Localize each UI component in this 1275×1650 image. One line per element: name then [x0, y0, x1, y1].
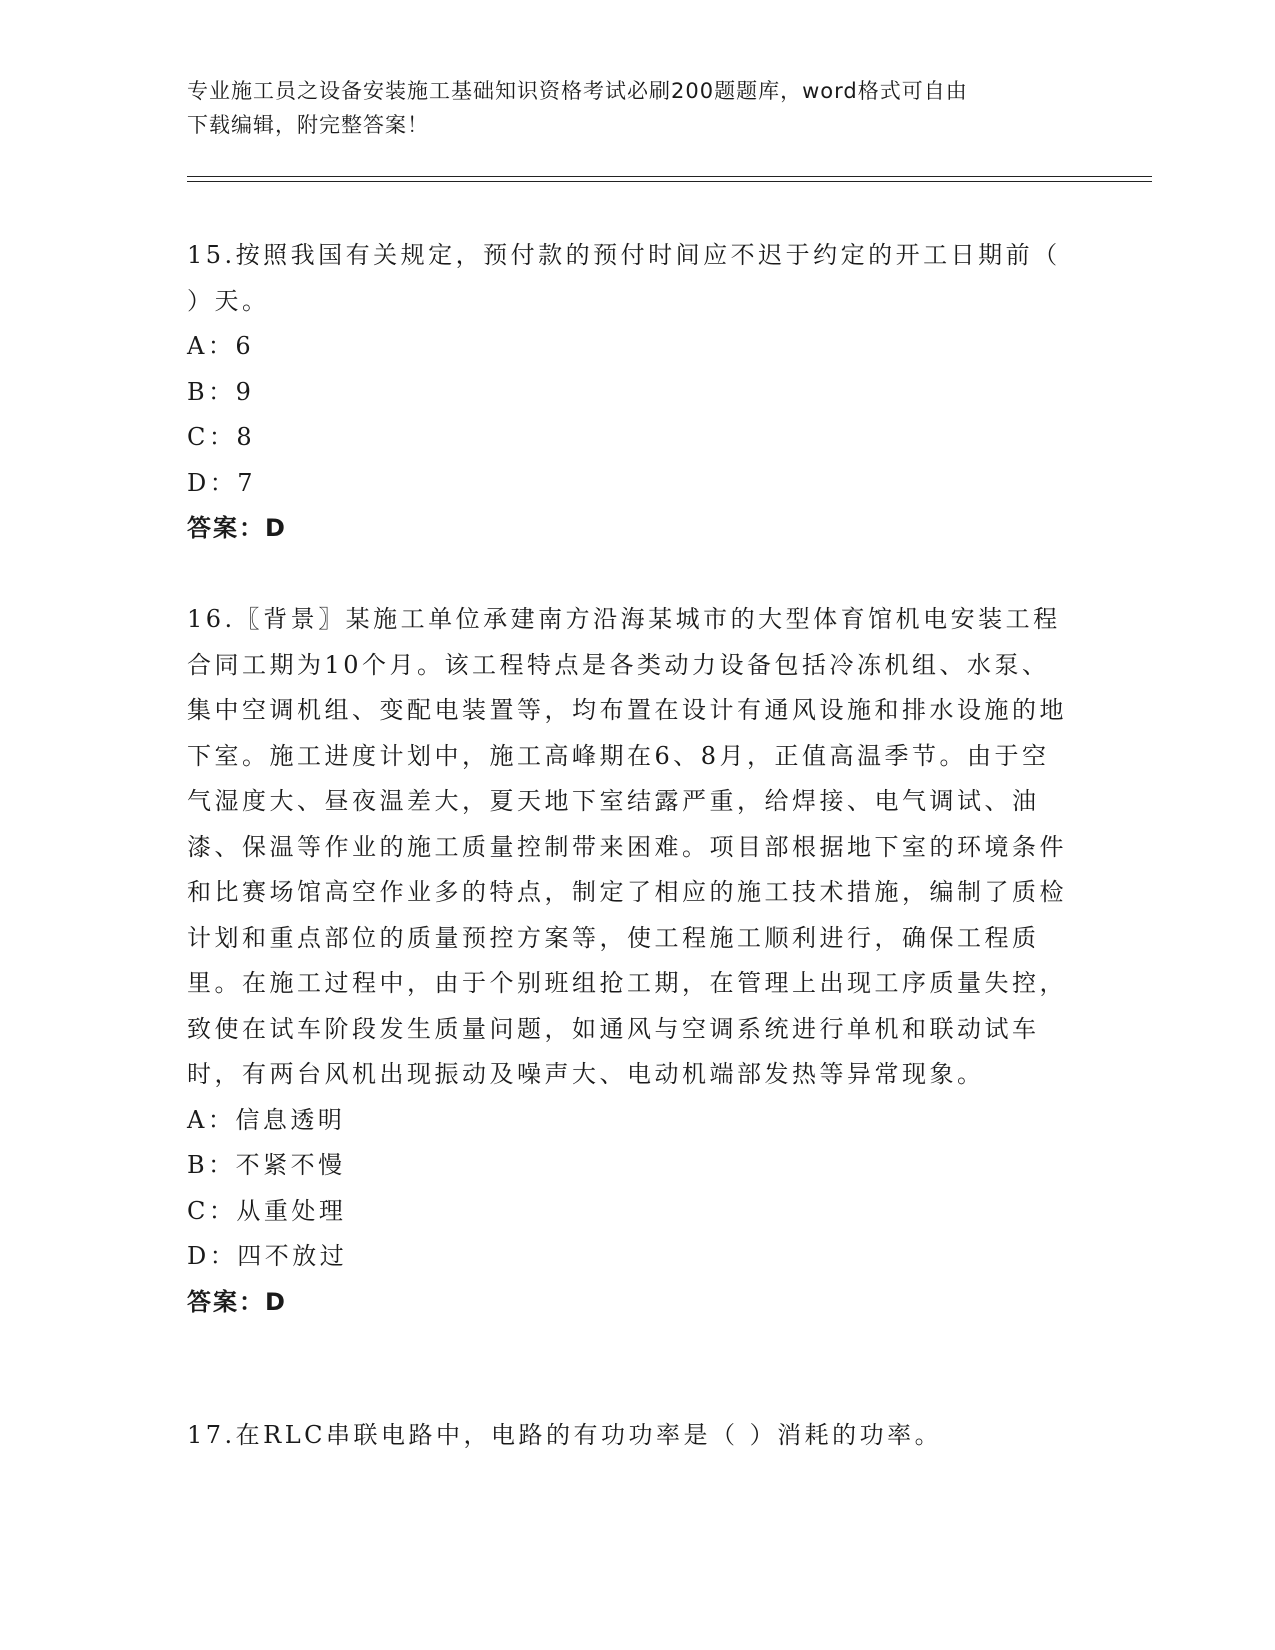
option-d: D：四不放过 — [187, 1242, 348, 1270]
option-a: A：信息透明 — [187, 1105, 346, 1134]
option-a: A：6 — [187, 332, 255, 360]
question-text: 17.在RLC串联电路中，电路的有功功率是（ ）消耗的功率。 — [187, 1421, 943, 1449]
question-17 — [187, 1413, 1077, 1459]
question-text: 15.按照我国有关规定，预付款的预付时间应不迟于约定的开工日期前（ ）天。 — [187, 241, 1061, 315]
question-16 — [187, 597, 1077, 1325]
answer-label: 答案：D — [187, 514, 287, 542]
header-line-1: 专业施工员之设备安装施工基础知识资格考试必刷200题题库，word格式可自由 — [187, 79, 968, 103]
document-header — [187, 74, 1067, 142]
option-c: C：8 — [187, 423, 256, 451]
option-c: C：从重处理 — [187, 1196, 347, 1225]
option-b: B：9 — [187, 377, 255, 406]
header-divider-bottom — [187, 181, 1152, 182]
option-d: D：7 — [187, 468, 257, 497]
answer-label: 答案：D — [187, 1287, 287, 1316]
question-15 — [187, 233, 1077, 552]
header-line-2: 下载编辑，附完整答案！ — [187, 113, 429, 137]
option-b: B：不紧不慢 — [187, 1151, 346, 1179]
question-text: 16.〖背景〗某施工单位承建南方沿海某城市的大型体育馆机电安装工程合同工期为10个月。该工程特点是各类动力设备包括冷冻机组、水泵、集中空调机组、变配电装置等，均布置在设计有通风设施和排水设施的地下室。施工进度计划中，施工高峰期在6、8月，正值高温季节。由于空气湿度大、昼夜温差大，夏天地下室结露严重，给焊接、电气调试、油漆、保温等作业的施工质量控制带来困难。项目部根据地下室的环境条件和比赛场馆高空作业多的特点，制定了相应的施工技术措施，编制了质检计划和重点部位的质量预控方案等，使工程施工顺利进行，确保工程质里。在施工过程中，由于个别班组抢工期，在管理上出现工序质量失控，致使在试车阶段发生质量问题，如通风与空调系统进行单机和联动试车时，有两台风机出现振动及噪声大、电动机端部发热等异常现象。 — [187, 605, 1067, 1088]
header-divider-top — [187, 176, 1152, 177]
